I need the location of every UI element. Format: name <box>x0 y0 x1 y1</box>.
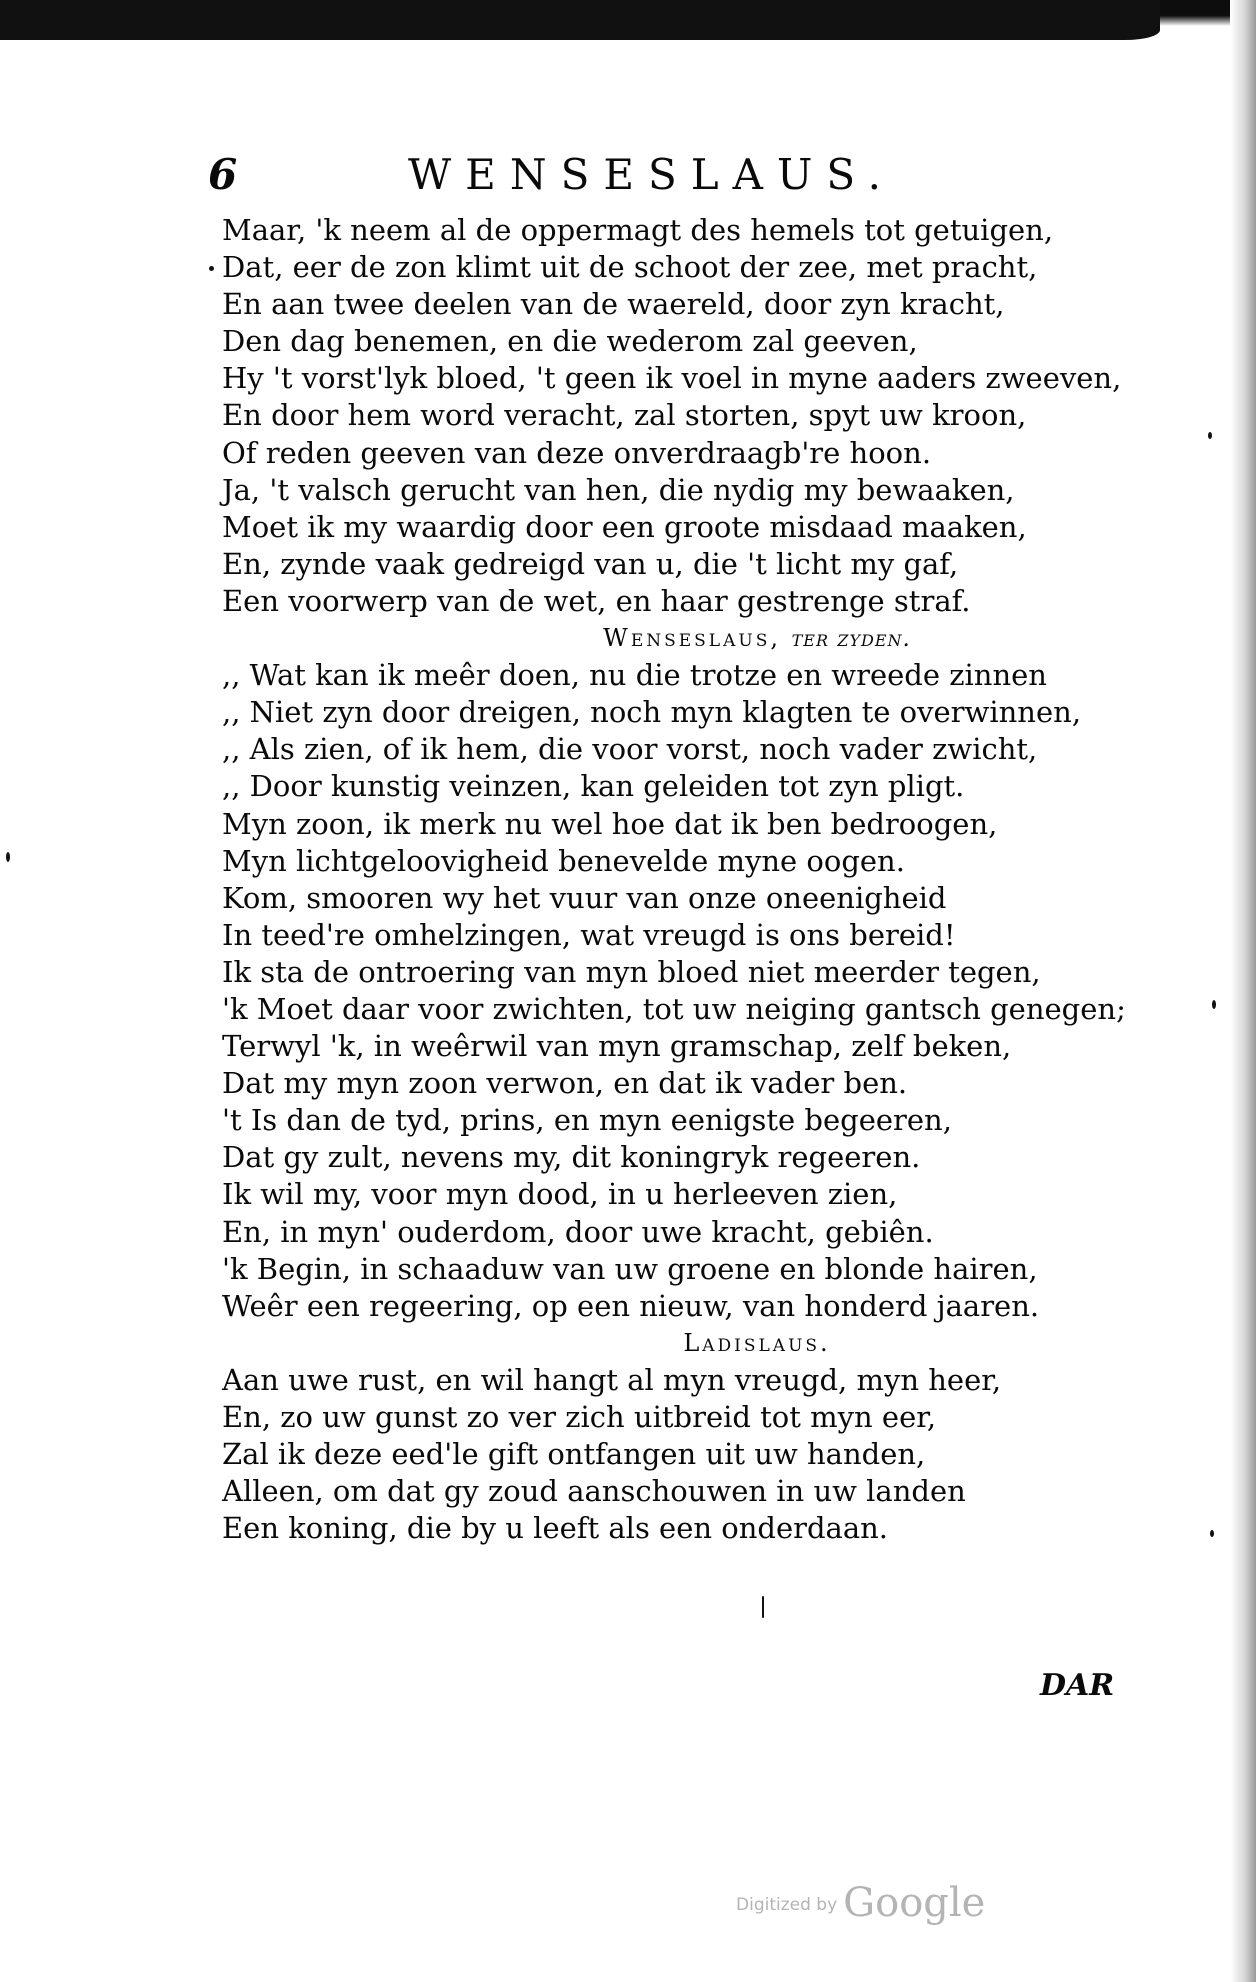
verse-line: Moet ik my waardig door een groote misdaad maaken, <box>222 509 1027 544</box>
speaker-name: Ladislaus. <box>683 1328 831 1357</box>
verse-line: En aan twee deelen van de waereld, door zyn kracht, <box>222 287 1005 322</box>
verse-line: Terwyl 'k, in weêrwil van myn gramschap, zelf beken, <box>222 1029 1012 1064</box>
verse-line: Aan uwe rust, en wil hangt al myn vreugd, myn heer, <box>222 1362 1002 1397</box>
verse-line: ,, Niet zyn door dreigen, noch myn klagten te overwinnen, <box>222 695 1082 730</box>
verse-line: Myn lichtgeloovigheid benevelde myne oogen. <box>222 843 905 878</box>
verse-line: Een koning, die by u leeft als een onderdaan. <box>222 1511 889 1546</box>
ink-speck <box>1208 432 1212 439</box>
verse-line: Dat my myn zoon verwon, en dat ik vader ben. <box>222 1066 908 1101</box>
verse-text <box>222 212 1182 1547</box>
ink-speck <box>6 852 10 862</box>
catchword: DAR <box>1040 1668 1115 1703</box>
speaker-name: Wenseslaus, <box>603 624 781 653</box>
ink-speck <box>209 266 214 271</box>
watermark-prefix: Digitized by <box>736 1895 838 1915</box>
verse-line: Hy 't vorst'lyk bloed, 't geen ik voel in myne aaders zweeven, <box>222 361 1122 396</box>
ink-speck <box>1212 1000 1216 1009</box>
verse-line: Ik wil my, voor myn dood, in u herleeven zien, <box>222 1177 898 1212</box>
stage-direction: ter zyden. <box>791 626 911 653</box>
verse-line: Den dag benemen, en die wederom zal geeven, <box>222 324 918 359</box>
verse-line: 't Is dan de tyd, prins, en myn eenigste begeeren, <box>222 1103 952 1138</box>
verse-line: Dat, eer de zon klimt uit de schoot der zee, met pracht, <box>222 250 1038 285</box>
verse-line: Zal ik deze eed'le gift ontfangen uit uw handen, <box>222 1437 926 1472</box>
verse-line: ,, Wat kan ik meêr doen, nu die trotze en wreede zinnen <box>222 658 1047 693</box>
verse-line: Maar, 'k neem al de oppermagt des hemels tot getuigen, <box>222 213 1054 247</box>
digitization-watermark <box>736 1880 985 1926</box>
verse-line: ,, Door kunstig veinzen, kan geleiden tot zyn pligt. <box>222 769 965 804</box>
running-head: WENSESLAUS. <box>408 150 896 199</box>
ink-speck <box>1210 1530 1214 1537</box>
verse-line: Ik sta de ontroering van myn bloed niet meerder tegen, <box>222 954 1041 989</box>
page-header <box>208 150 968 206</box>
verse-line: In teed're omhelzingen, wat vreugd is ons bereid! <box>222 917 956 952</box>
verse-line: Ja, 't valsch gerucht van hen, die nydig my bewaaken, <box>222 472 1015 507</box>
verse-line: 'k Moet daar voor zwichten, tot uw neiging gantsch genegen; <box>222 991 1126 1026</box>
ink-speck <box>762 1596 764 1618</box>
verse-line: En, zynde vaak gedreigd van u, die 't licht my gaf, <box>222 546 959 581</box>
verse-line: En, zo uw gunst zo ver zich uitbreid tot myn eer, <box>222 1400 937 1434</box>
ink-blot-top <box>0 0 1160 40</box>
verse-line: ,, Als zien, of ik hem, die voor vorst, noch vader zwicht, <box>222 732 1038 767</box>
page-number: 6 <box>208 150 238 199</box>
verse-line: En, in myn' ouderdom, door uwe kracht, gebiên. <box>222 1214 934 1249</box>
verse-line: 'k Begin, in schaaduw van uw groene en blonde hairen, <box>222 1251 1038 1286</box>
google-logo: Google <box>843 1880 986 1926</box>
verse-line: Kom, smooren wy het vuur van onze oneenigheid <box>222 880 947 915</box>
verse-line: En door hem word veracht, zal storten, spyt uw kroon, <box>222 398 1027 433</box>
verse-line: Of reden geeven van deze onverdraagb're hoon. <box>222 435 932 470</box>
speaker-heading <box>222 1325 1182 1362</box>
verse-line: Een voorwerp van de wet, en haar gestrenge straf. <box>222 583 971 618</box>
speaker-heading <box>222 620 1182 657</box>
binding-shadow <box>1230 0 1256 1982</box>
verse-line: Dat gy zult, nevens my, dit koningryk regeeren. <box>222 1140 921 1175</box>
verse-line: Alleen, om dat gy zoud aanschouwen in uw landen <box>222 1474 966 1509</box>
verse-line: Weêr een regeering, op een nieuw, van honderd jaaren. <box>222 1288 1040 1323</box>
verse-line: Myn zoon, ik merk nu wel hoe dat ik ben bedroogen, <box>222 806 998 841</box>
